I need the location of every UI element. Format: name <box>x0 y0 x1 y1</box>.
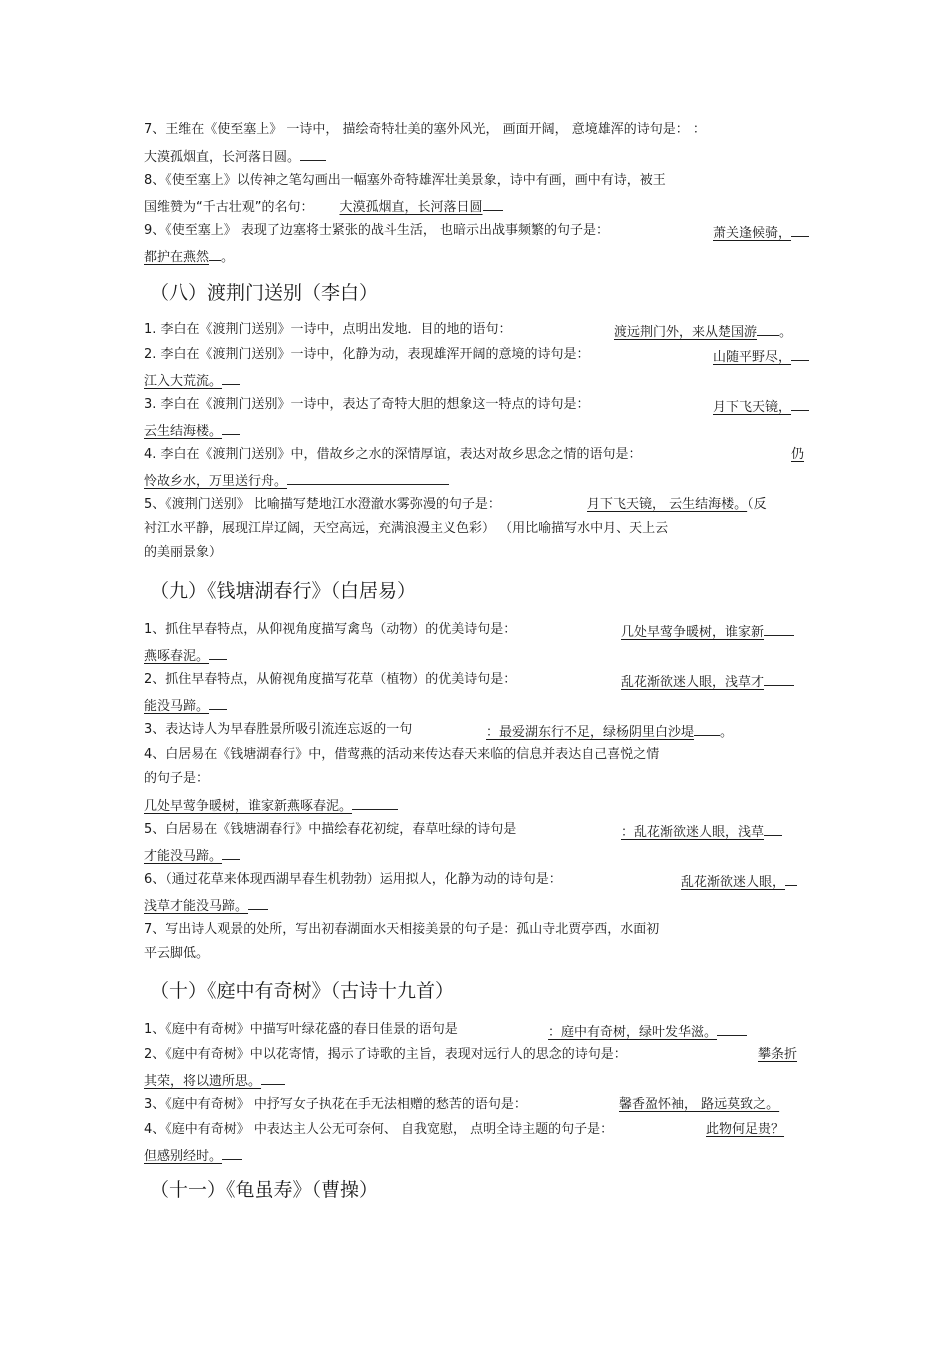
answer-text: 都护在燕然 <box>144 250 210 265</box>
answer-text: 渡远荆门外，来从楚国游 <box>614 325 758 340</box>
answer-10-4-part1 <box>706 1118 784 1142</box>
answer-8-4-part1 <box>791 443 804 467</box>
question-10-3: 3、《庭中有奇树》 中抒写女子执花在手无法相赠的愁苦的语句是： <box>144 1097 527 1112</box>
answer-text: 山随平野尽， <box>713 350 792 365</box>
answer-text: 几处早莺争暖树，谁家新 <box>621 625 765 640</box>
answer-text: 萧关逢候骑， <box>713 226 792 241</box>
question-9-3: 3、表达诗人为早春胜景所吸引流连忘返的一句 <box>144 722 413 737</box>
section-heading-9: （九）《钱塘湖春行》（白居易） <box>150 580 417 602</box>
question-9-5: 5、白居易在《钱塘湖春行》中描绘春花初绽，春草吐绿的诗句是 <box>144 822 517 837</box>
answer-text: 乱花渐欲迷人眼， <box>681 875 786 890</box>
question-9-4-line2: 的句子是： <box>144 771 210 786</box>
punctuation: （反 <box>747 497 767 512</box>
answer-8-4-part2 <box>144 467 449 494</box>
question-8-4: 4. 李白在《渡荆门送别》中，借故乡之水的深情厚谊，表达对故乡思念之情的语句是： <box>144 447 642 462</box>
question-9-line1: 9、《使至塞上》 表现了边塞将士紧张的战斗生活， 也暗示出战事频繁的句子是： <box>144 223 610 238</box>
answer-9-2-part2 <box>144 692 227 719</box>
answer-10-2-part1 <box>758 1043 797 1067</box>
answer-text: 乱花渐欲迷人眼，浅草才 <box>621 675 765 690</box>
answer-text: 仍 <box>791 447 805 462</box>
answer-9-part1 <box>713 219 809 246</box>
answer-text: 大漠孤烟直，长河落日圆 <box>339 200 483 215</box>
question-8-5-line3: 的美丽景象） <box>144 545 223 560</box>
answer-10-2-part2 <box>144 1067 285 1094</box>
question-9-7-line2: 平云脚低。 <box>144 946 210 961</box>
punctuation: 。 <box>720 725 734 740</box>
answer-text: 能没马蹄。 <box>144 699 210 714</box>
section-heading-10: （十）《庭中有奇树》（古诗十九首） <box>150 980 455 1002</box>
section-heading-11: （十一）《龟虽寿》（曹操） <box>150 1179 379 1201</box>
answer-9-3 <box>486 718 733 745</box>
answer-text: 浅草才能没马蹄。 <box>144 899 249 914</box>
answer-8-3-part1 <box>713 393 809 420</box>
question-text: 国维赞为“千古壮观”的名句： <box>144 200 314 215</box>
answer-9-2-part1 <box>621 668 794 695</box>
answer-text: 馨香盈怀袖， 路远莫致之。 <box>619 1097 780 1112</box>
answer-text: 怜故乡水，万里送行舟。 <box>144 474 288 489</box>
question-8-5-line2: 衬江水平静，展现江岸辽阔，天空高远，充满浪漫主义色彩） （用比喻描写水中月、天上云 <box>144 521 669 536</box>
question-8-line2 <box>144 193 503 220</box>
answer-8-2-part1 <box>713 343 809 370</box>
answer-text: ：乱花渐欲迷人眼，浅草 <box>621 825 765 840</box>
answer-9-5-part1 <box>621 818 782 845</box>
answer-8-5 <box>587 493 767 517</box>
answer-8-1 <box>614 318 792 345</box>
answer-9-6-part2 <box>144 892 268 919</box>
question-8-1: 1. 李白在《渡荆门送别》一诗中，点明出发地．目的地的语句： <box>144 322 512 337</box>
punctuation: 。 <box>221 250 235 265</box>
question-9-2: 2、抓住早春特点，从俯视角度描写花草（植物）的优美诗句是： <box>144 672 517 687</box>
question-8-line1: 8、《使至塞上》以传神之笔勾画出一幅塞外奇特雄浑壮美景象，诗中有画，画中有诗，被王 <box>144 173 666 188</box>
question-8-2: 2. 李白在《渡荆门送别》一诗中，化静为动，表现雄浑开阔的意境的诗句是： <box>144 347 590 362</box>
question-10-4: 4、《庭中有奇树》 中表达主人公无可奈何、 自我宽慰， 点明全诗主题的句子是： <box>144 1122 614 1137</box>
answer-9-part2 <box>144 243 234 270</box>
answer-10-4-part2 <box>144 1142 242 1169</box>
question-8-5: 5、《渡荆门送别》 比喻描写楚地江水澄澈水雾弥漫的句子是： <box>144 497 501 512</box>
answer-8-2-part2 <box>144 367 240 394</box>
answer-text: 此物何足贵？ <box>706 1122 785 1137</box>
answer-text: 几处早莺争暖树，谁家新燕啄春泥。 <box>144 799 353 814</box>
answer-text: ：庭中有奇树，绿叶发华滋。 <box>548 1025 718 1040</box>
answer-text: ：最爱湖东行不足，绿杨阴里白沙堤 <box>486 725 695 740</box>
answer-10-3 <box>619 1093 779 1117</box>
answer-9-6-part1 <box>681 868 797 895</box>
answer-text: 燕啄春泥。 <box>144 649 210 664</box>
answer-text: 大漠孤烟直，长河落日圆。 <box>144 150 301 165</box>
question-7-line1: 7、王维在《使至塞上》 一诗中， 描绘奇特壮美的塞外风光， 画面开阔， 意境雄浑的诗句是： ： <box>144 122 706 137</box>
question-10-1: 1、《庭中有奇树》中描写叶绿花盛的春日佳景的语句是 <box>144 1022 458 1037</box>
section-heading-8: （八）渡荆门送别（李白） <box>150 282 379 304</box>
question-8-3: 3. 李白在《渡荆门送别》一诗中，表达了奇特大胆的想象这一特点的诗句是： <box>144 397 590 412</box>
question-9-6: 6、（通过花草来体现西湖早春生机勃勃）运用拟人，化静为动的诗句是： <box>144 872 562 887</box>
question-9-4-line1: 4、白居易在《钱塘湖春行》中，借莺燕的活动来传达春天来临的信息并表达自己喜悦之情 <box>144 747 660 762</box>
answer-text: 但感别经时。 <box>144 1149 223 1164</box>
question-9-1: 1、抓住早春特点，从仰视角度描写禽鸟（动物）的优美诗句是： <box>144 622 517 637</box>
answer-9-4 <box>144 792 398 819</box>
answer-9-1-part2 <box>144 642 227 669</box>
answer-text: 月下飞天镜， 云生结海楼。 <box>587 497 748 512</box>
answer-text: 云生结海楼。 <box>144 424 223 439</box>
answer-10-1 <box>548 1018 747 1045</box>
answer-8-3-part2 <box>144 417 240 444</box>
question-9-7-line1: 7、写出诗人观景的处所，写出初春湖面水天相接美景的句子是：孤山寺北贾亭西，水面初 <box>144 922 660 937</box>
answer-text: 才能没马蹄。 <box>144 849 223 864</box>
answer-7 <box>144 143 326 170</box>
question-10-2: 2、《庭中有奇树》中以花寄情，揭示了诗歌的主旨，表现对远行人的思念的诗句是： <box>144 1047 627 1062</box>
answer-text: 攀条折 <box>758 1047 798 1062</box>
answer-9-5-part2 <box>144 842 240 869</box>
answer-9-1-part1 <box>621 618 794 645</box>
answer-text: 月下飞天镜， <box>713 400 792 415</box>
punctuation: 。 <box>779 325 793 340</box>
answer-text: 江入大荒流。 <box>144 374 223 389</box>
answer-text: 其荣，将以遗所思。 <box>144 1074 262 1089</box>
